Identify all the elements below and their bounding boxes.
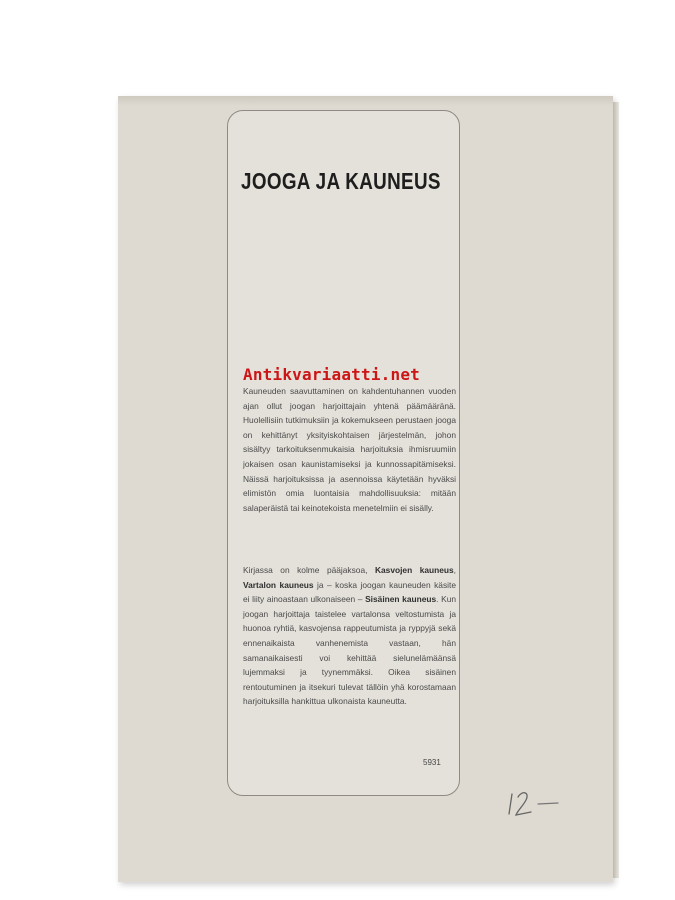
- section-body-beauty: Vartalon kauneus: [243, 579, 314, 590]
- section-inner-beauty: Sisäinen kauneus: [365, 594, 437, 605]
- book-title: JOOGA JA KAUNEUS: [241, 168, 441, 194]
- product-code: 5931: [423, 758, 441, 767]
- cover-edge-shadow: [613, 102, 619, 878]
- cover-top-edge: [118, 96, 613, 106]
- description-paragraph-2: [243, 563, 456, 709]
- paragraph-2-rest: . Kun joogan harjoittaja taistelee vartalonsa veltostumista ja huonoa ryhtiä, kasvojensa rappeutumista ja ryppyjä sekä ennenaikaista vanhenemista vastaan, hän samanaikaisesti voi kehittää sielunelämäänsä lujemmaksi ja tyynemmäksi. Oikea sisäinen rentoutuminen ja itsekuri tulevat tällöin yhä korostamaan harjoituksilla hankittua ulkonaista kauneutta.: [243, 594, 457, 707]
- description-paragraph-1: Kauneuden saavuttaminen on kahdentuhannen vuoden ajan ollut joogan harjoittajain yhtenä päämääränä. Huolellisiin tutkimuksiin ja kokemukseen perustaen jooga on kehittänyt yksityiskohtaisen järjestelmän, johon sisältyy tarkoituksenmukaisia harjoituksia ihmisruumiin jokaisen osan kaunistamiseksi ja kunnossapitämiseksi. Näissä harjoituksissa ja asennoissa käytetään hyväksi elimistön omia luontaisia mahdollisuuksia: mitään salaperäistä tai keinotekoista menetelmiin ei sisälly.: [243, 386, 456, 513]
- watermark: Antikvariaatti.net: [243, 365, 420, 384]
- pencil-price-mark: [506, 788, 564, 818]
- paragraph-2-sep: ,: [453, 565, 456, 575]
- paragraph-2-mid: ja – koska joogan kauneuden käsite ei liity ainoastaan ulkonaiseen –: [243, 579, 456, 605]
- paragraph-2-intro: Kirjassa on kolme pääjaksoa,: [243, 565, 375, 575]
- section-face-beauty: Kasvojen kauneus: [374, 565, 454, 575]
